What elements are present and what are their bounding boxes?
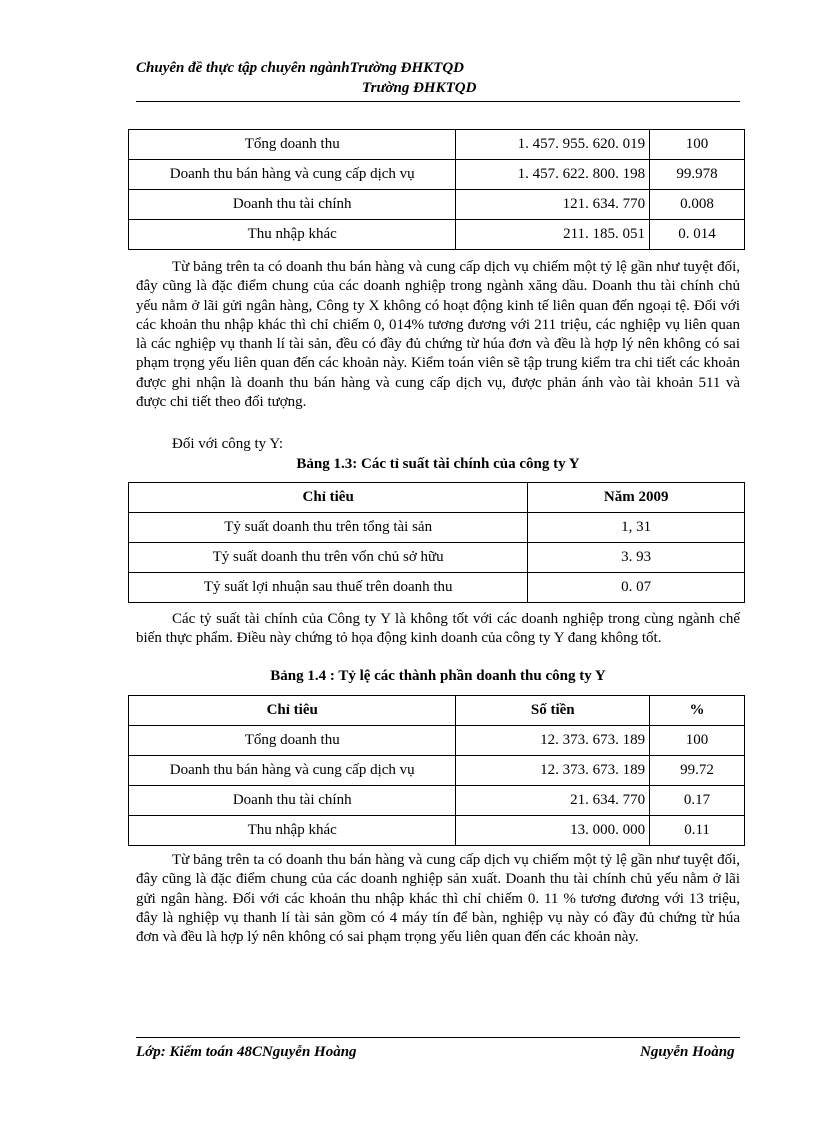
table-cell: 0. 014 — [650, 220, 745, 250]
footer-author: Nguyễn Hoàng — [640, 1044, 735, 1060]
paragraph-ratios-analysis: Các tỷ suất tài chính của Công ty Y là không tốt với các doanh nghiệp trong cùng ngành chế biến thực phẩm. Điều này chứng tỏ họa động kinh doanh của công ty Y đang không tốt. — [136, 611, 740, 647]
table-row — [129, 190, 745, 220]
table-cell: Thu nhập khác — [129, 220, 456, 250]
table-row — [129, 816, 745, 846]
paragraph-company-y-intro: Đối với công ty Y: — [172, 436, 283, 452]
table-row — [129, 130, 745, 160]
table-header-row — [129, 483, 745, 513]
footer-class-info: Lớp: Kiểm toán 48CNguyễn Hoàng — [136, 1044, 357, 1060]
column-header: Năm 2009 — [528, 483, 745, 513]
table-cell: Tổng doanh thu — [129, 726, 456, 756]
column-header: Chỉ tiêu — [129, 696, 456, 726]
table-row — [129, 786, 745, 816]
column-header: Chỉ tiêu — [129, 483, 528, 513]
table-cell: Doanh thu bán hàng và cung cấp dịch vụ — [129, 756, 456, 786]
table-cell: 3. 93 — [528, 543, 745, 573]
header-divider — [136, 101, 740, 102]
table-caption-1-4: Bảng 1.4 : Tỷ lệ các thành phần doanh thu công ty Y — [270, 668, 606, 684]
table-cell: 99.978 — [650, 160, 745, 190]
table-cell: 211. 185. 051 — [456, 220, 650, 250]
table-row — [129, 543, 745, 573]
table-cell: 0.11 — [650, 816, 745, 846]
table-cell: 21. 634. 770 — [456, 786, 650, 816]
table-cell: Tỷ suất doanh thu trên vốn chủ sở hữu — [129, 543, 528, 573]
revenue-components-table-company-y — [128, 695, 745, 846]
table-cell: 0.17 — [650, 786, 745, 816]
table-cell: Doanh thu bán hàng và cung cấp dịch vụ — [129, 160, 456, 190]
table-cell: Tỷ suất doanh thu trên tổng tài sản — [129, 513, 528, 543]
table-cell: Doanh thu tài chính — [129, 190, 456, 220]
table-cell: 100 — [650, 130, 745, 160]
table-cell: 12. 373. 673. 189 — [456, 756, 650, 786]
column-header: % — [650, 696, 745, 726]
table-header-row — [129, 696, 745, 726]
revenue-table-company-x — [128, 129, 745, 250]
footer-divider — [136, 1037, 740, 1038]
financial-ratios-table — [128, 482, 745, 603]
paragraph-analysis-x: Từ bảng trên ta có doanh thu bán hàng và cung cấp dịch vụ chiếm một tỷ lệ gần như tuyệt đối, đây cũng là đặc điểm chung của các doanh nghiệp trong ngành xăng dầu. Doanh thu tài chính chủ yếu nằm ở lãi gửi ngân hàng, Công ty X không có hoạt động kinh tế liên quan đến ngoại tệ. Đối với các khoản thu nhập khác thì chỉ chiếm 0, 014% tương đương với 211 triệu, các nghiệp vụ liên quan là các nghiệp vụ thanh lí tài sản, đều có đầy đủ chứng từ húa đơn và đều là hợp lý nên không có sai phạm trọng yếu liên quan đến các khoản này. Kiểm toán viên sẽ tập trung kiểm tra chi tiết các khoản được ghi nhận là doanh thu bán hàng và cung cấp dịch vụ, được phản ánh vào tài khoản 511 và được chi tiết theo đối tượng. — [136, 259, 740, 411]
table-cell: Doanh thu tài chính — [129, 786, 456, 816]
table-cell: 1. 457. 622. 800. 198 — [456, 160, 650, 190]
header-title: Chuyên đề thực tập chuyên ngànhTrường ĐHKTQD — [136, 60, 465, 76]
header-subtitle: Trường ĐHKTQD — [362, 80, 477, 96]
table-cell: 1. 457. 955. 620. 019 — [456, 130, 650, 160]
table-cell: 0.008 — [650, 190, 745, 220]
table-row — [129, 513, 745, 543]
table-cell: 99.72 — [650, 756, 745, 786]
table-row — [129, 573, 745, 603]
paragraph-analysis-y: Từ bảng trên ta có doanh thu bán hàng và cung cấp dịch vụ chiếm một tỷ lệ gần như tuyệt đối, đây cũng là đặc điểm chung của các doanh nghiệp sản xuất. Doanh thu tài chính chủ yếu nằm ở lãi gửi ngân hàng. Đối với các khoản thu nhập khác thì chỉ chiếm 0. 11 % tương đương với 13 triệu, đây là nghiệp vụ thanh lí tài sản gồm có 4 máy tín để bàn, nghiệp vụ này có đầy đủ chứng từ húa đơn và đều là hợp lý nên không có sai phạm trọng yếu liên quan đến các khoản này. — [136, 852, 740, 946]
table-cell: 1, 31 — [528, 513, 745, 543]
table-cell: 12. 373. 673. 189 — [456, 726, 650, 756]
column-header: Số tiền — [456, 696, 650, 726]
table-cell: 100 — [650, 726, 745, 756]
table-row — [129, 726, 745, 756]
table-cell: Thu nhập khác — [129, 816, 456, 846]
table-cell: 13. 000. 000 — [456, 816, 650, 846]
table-cell: 121. 634. 770 — [456, 190, 650, 220]
table-cell: 0. 07 — [528, 573, 745, 603]
table-cell: Tỷ suất lợi nhuận sau thuế trên doanh thu — [129, 573, 528, 603]
table-row — [129, 756, 745, 786]
table-cell: Tổng doanh thu — [129, 130, 456, 160]
table-caption-1-3: Bảng 1.3: Các tỉ suất tài chính của công ty Y — [296, 456, 580, 472]
table-row — [129, 220, 745, 250]
table-row — [129, 160, 745, 190]
